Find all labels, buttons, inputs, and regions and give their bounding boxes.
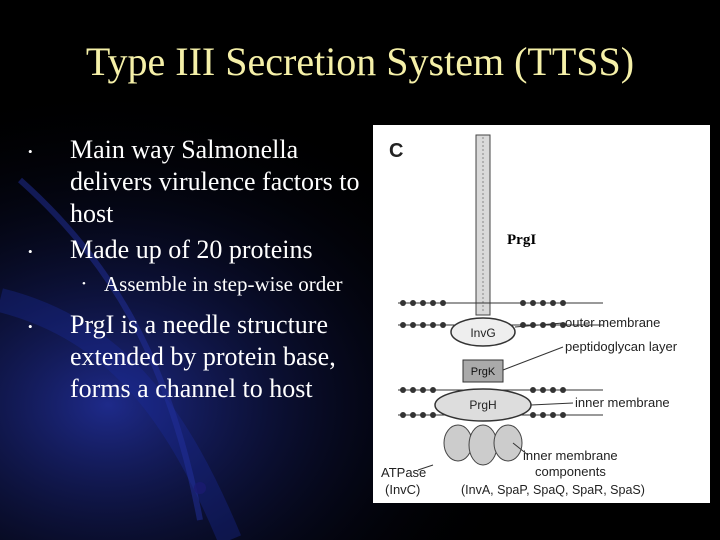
bullet-item (26, 309, 366, 405)
bullet-dot-icon: • (82, 278, 86, 290)
bullet-dot-icon: • (28, 319, 33, 334)
bullet-text: Made up of 20 proteins (70, 235, 313, 264)
bullet-list (26, 134, 366, 409)
bullet-text: PrgI is a needle structure extended by protein base, forms a channel to host (70, 310, 336, 403)
needle-label: PrgI (507, 232, 537, 248)
slide-title: Type III Secretion System (TTSS) (85, 39, 635, 84)
components-title-line2: components (535, 464, 606, 479)
ttss-diagram-svg (373, 125, 710, 503)
prgk-label: PrgK (470, 366, 496, 378)
sub-bullet-text: Assemble in step-wise order (104, 272, 343, 296)
peptidoglycan-label: peptidoglycan layer (565, 339, 678, 354)
components-list: (InvA, SpaP, SpaQ, SpaR, SpaS) (461, 483, 645, 497)
components-title-line1: inner membrane (523, 448, 618, 463)
invg-label: InvG (470, 326, 496, 340)
atpase-label: ATPase (381, 465, 427, 480)
bullet-text: Main way Salmonella delivers virulence factors to host (70, 135, 360, 228)
bullet-item (26, 234, 366, 266)
outer-membrane-label: outer membrane (565, 315, 661, 330)
bullet-dot-icon: • (28, 244, 33, 259)
ttss-diagram (373, 125, 710, 503)
prgh-label: PrgH (469, 398, 497, 412)
sub-bullet-item (26, 272, 344, 297)
atpase-shape (444, 425, 522, 465)
atpase-sublabel: (InvC) (385, 482, 421, 497)
bullet-item (26, 134, 366, 230)
panel-letter: C (389, 140, 404, 162)
bullet-dot-icon: • (28, 144, 33, 159)
inner-membrane-label: inner membrane (575, 395, 670, 410)
